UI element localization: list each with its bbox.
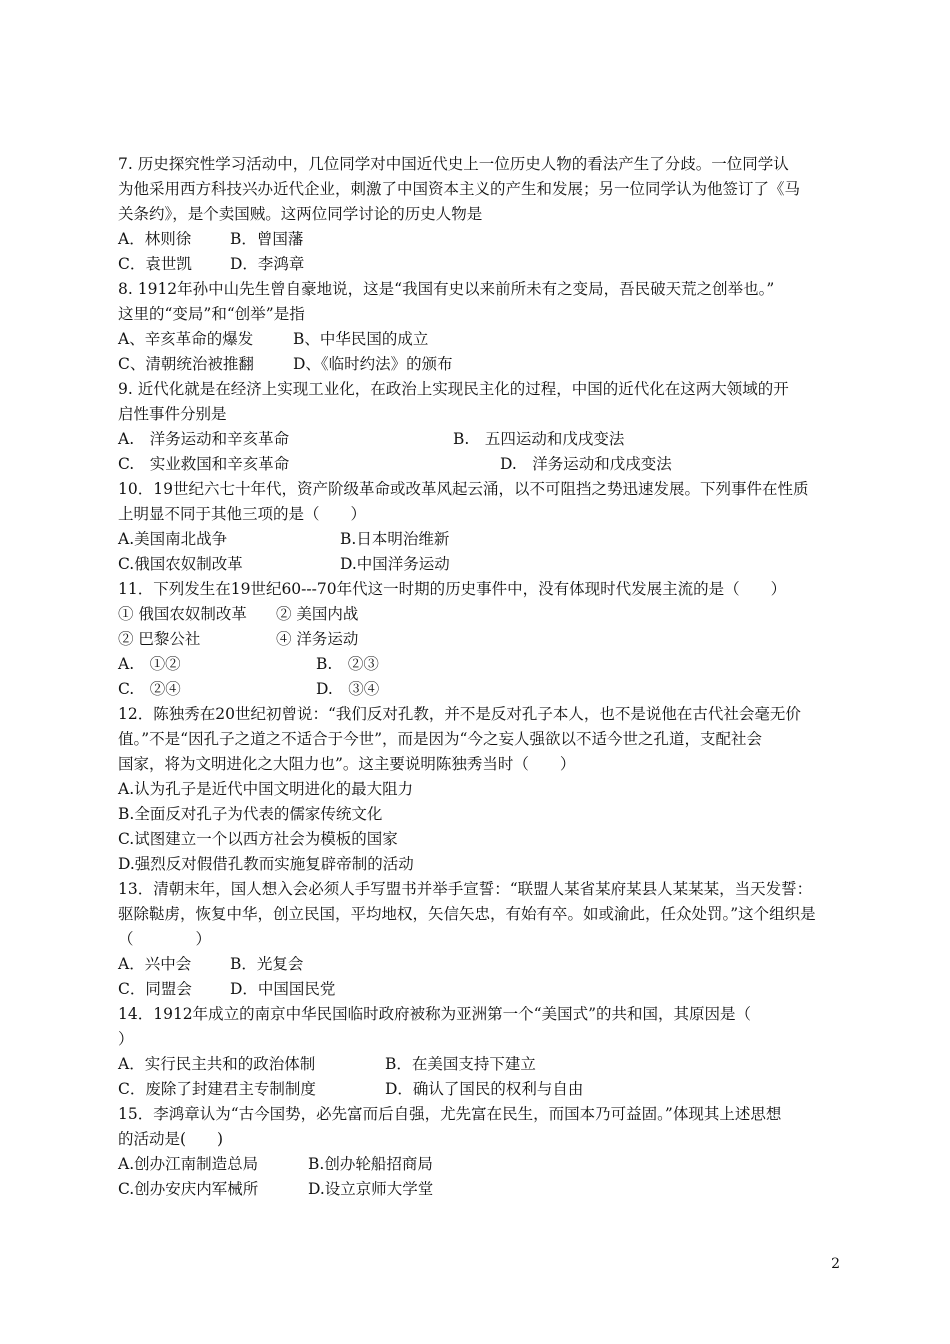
question-text-line: 15．李鸿章认为“古今国势，必先富而后自强，尤先富在民生，而国本乃可益固。”体现其上述思想 (118, 1105, 782, 1123)
option-b: B.全面反对孔子为代表的儒家传统文化 (118, 805, 383, 823)
option-row (118, 227, 838, 252)
option-a: A.美国南北战争 (118, 530, 228, 548)
option-c: C.创办安庆内军械所 (118, 1180, 259, 1198)
question-text-line: 14．1912年成立的南京中华民国临时政府被称为亚洲第一个“美国式”的共和国，其原因是（ (118, 1005, 752, 1023)
option-a: A、辛亥革命的爆发 (118, 330, 254, 348)
option-row (118, 327, 838, 352)
option-b: B．光复会 (230, 955, 304, 973)
question-text-line: 11．下列发生在19世纪60---70年代这一时期的历史事件中，没有体现时代发展主流的是（ ） (118, 580, 787, 598)
option-c: C.试图建立一个以西方社会为模板的国家 (118, 830, 398, 848)
option-row (118, 1052, 838, 1077)
question-text-line: （ ） (118, 930, 212, 948)
option-d: D．确认了国民的权利与自由 (385, 1080, 584, 1098)
question-text-line: 驱除鞑虏，恢复中华，创立民国，平均地权，矢信矢忠，有始有卒。如或渝此，任众处罚。”这个组织是 (118, 905, 816, 923)
option-d: D．中国国民党 (230, 980, 336, 998)
option-d: D. 洋务运动和戊戌变法 (500, 455, 672, 473)
event-item: ④ 洋务运动 (276, 630, 359, 648)
option-d: D. ③④ (316, 680, 380, 698)
event-item: ② 巴黎公社 (118, 630, 201, 648)
option-d: D．李鸿章 (230, 255, 305, 273)
question-text-line: 上明显不同于其他三项的是（ ） (118, 505, 367, 523)
option-row (118, 1152, 838, 1177)
option-row (118, 1177, 838, 1202)
option-a: A．林则徐 (118, 230, 192, 248)
option-row (118, 952, 838, 977)
question-text-line: 为他采用西方科技兴办近代企业，刺激了中国资本主义的产生和发展；另一位同学认为他签订了《马 (118, 180, 801, 198)
event-item: ② 美国内战 (276, 605, 359, 623)
option-row (118, 1077, 838, 1102)
event-row (118, 627, 838, 652)
option-b: B. ②③ (316, 655, 379, 673)
option-a: A. 洋务运动和辛亥革命 (118, 430, 290, 448)
option-row (118, 652, 838, 677)
question-10 (118, 477, 838, 577)
question-text-line: 9. 近代化就是在经济上实现工业化，在政治上实现民主化的过程，中国的近代化在这两大领域的开 (118, 380, 789, 398)
question-text-line: 13．清朝末年，国人想入会必须人手写盟书并举手宣誓：“联盟人某省某府某县人某某某，当天发誓： (118, 880, 813, 898)
question-7 (118, 152, 838, 277)
question-list (118, 152, 838, 1202)
option-b: B. 五四运动和戊戌变法 (453, 430, 625, 448)
option-a: A．实行民主共和的政治体制 (118, 1055, 316, 1073)
option-c: C.俄国农奴制改革 (118, 555, 243, 573)
option-b: B．在美国支持下建立 (385, 1055, 536, 1073)
option-d: D、《临时约法》的颁布 (293, 355, 453, 373)
event-row (118, 602, 838, 627)
question-text-line: 8. 1912年孙中山先生曾自豪地说，这是“我国有史以来前所未有之变局，吾民破天荒之创举也。” (118, 280, 775, 298)
option-row (118, 527, 838, 552)
question-text-line: 10．19世纪六七十年代，资产阶级革命或改革风起云涌，以不可阻挡之势迅速发展。下列事件在性质 (118, 480, 809, 498)
option-d: D.设立京师大学堂 (308, 1180, 434, 1198)
option-a: A. ①② (118, 655, 181, 673)
option-c: C. ②④ (118, 680, 181, 698)
option-row (118, 677, 838, 702)
option-b: B.日本明治维新 (340, 530, 450, 548)
question-8 (118, 277, 838, 377)
event-item: ① 俄国农奴制改革 (118, 605, 247, 623)
question-text-line: ） (118, 1030, 134, 1048)
question-text-line: 值。”不是“因孔子之道之不适合于今世”，而是因为“今之妄人强欲以不适今世之孔道，支配社会 (118, 730, 762, 748)
option-row (118, 427, 838, 452)
question-9 (118, 377, 838, 477)
question-text-line: 12．陈独秀在20世纪初曾说：“我们反对孔教，并不是反对孔子本人，也不是说他在古代社会毫无价 (118, 705, 801, 723)
option-d: D.强烈反对假借孔教而实施复辟帝制的活动 (118, 855, 414, 873)
option-a: A．兴中会 (118, 955, 192, 973)
question-text-line: 国家，将为文明进化之大阻力也”。这主要说明陈独秀当时（ ） (118, 755, 576, 773)
option-a: A.创办江南制造总局 (118, 1155, 259, 1173)
option-b: B．曾国藩 (230, 230, 304, 248)
option-row (118, 352, 838, 377)
page-number: 2 (831, 1256, 840, 1272)
question-12 (118, 702, 838, 877)
question-text-line: 关条约》，是个卖国贼。这两位同学讨论的历史人物是 (118, 205, 483, 223)
option-row (118, 252, 838, 277)
option-c: C．同盟会 (118, 980, 192, 998)
question-11 (118, 577, 838, 702)
question-text-line: 的活动是( ) (118, 1130, 224, 1148)
option-row (118, 552, 838, 577)
option-b: B.创办轮船招商局 (308, 1155, 433, 1173)
option-d: D.中国洋务运动 (340, 555, 450, 573)
question-15 (118, 1102, 838, 1202)
option-a: A.认为孔子是近代中国文明进化的最大阻力 (118, 780, 414, 798)
question-text-line: 启性事件分别是 (118, 405, 227, 423)
option-c: C．废除了封建君主专制制度 (118, 1080, 316, 1098)
question-text-line: 7. 历史探究性学习活动中，几位同学对中国近代史上一位历史人物的看法产生了分歧。一位同学认 (118, 155, 789, 173)
option-c: C. 实业救国和辛亥革命 (118, 455, 290, 473)
question-text-line: 这里的“变局”和“创举”是指 (118, 305, 305, 323)
option-row (118, 452, 838, 477)
option-b: B、中华民国的成立 (293, 330, 429, 348)
option-c: C、清朝统治被推翻 (118, 355, 254, 373)
question-14 (118, 1002, 838, 1102)
option-c: C．袁世凯 (118, 255, 192, 273)
question-13 (118, 877, 838, 1002)
option-row (118, 977, 838, 1002)
